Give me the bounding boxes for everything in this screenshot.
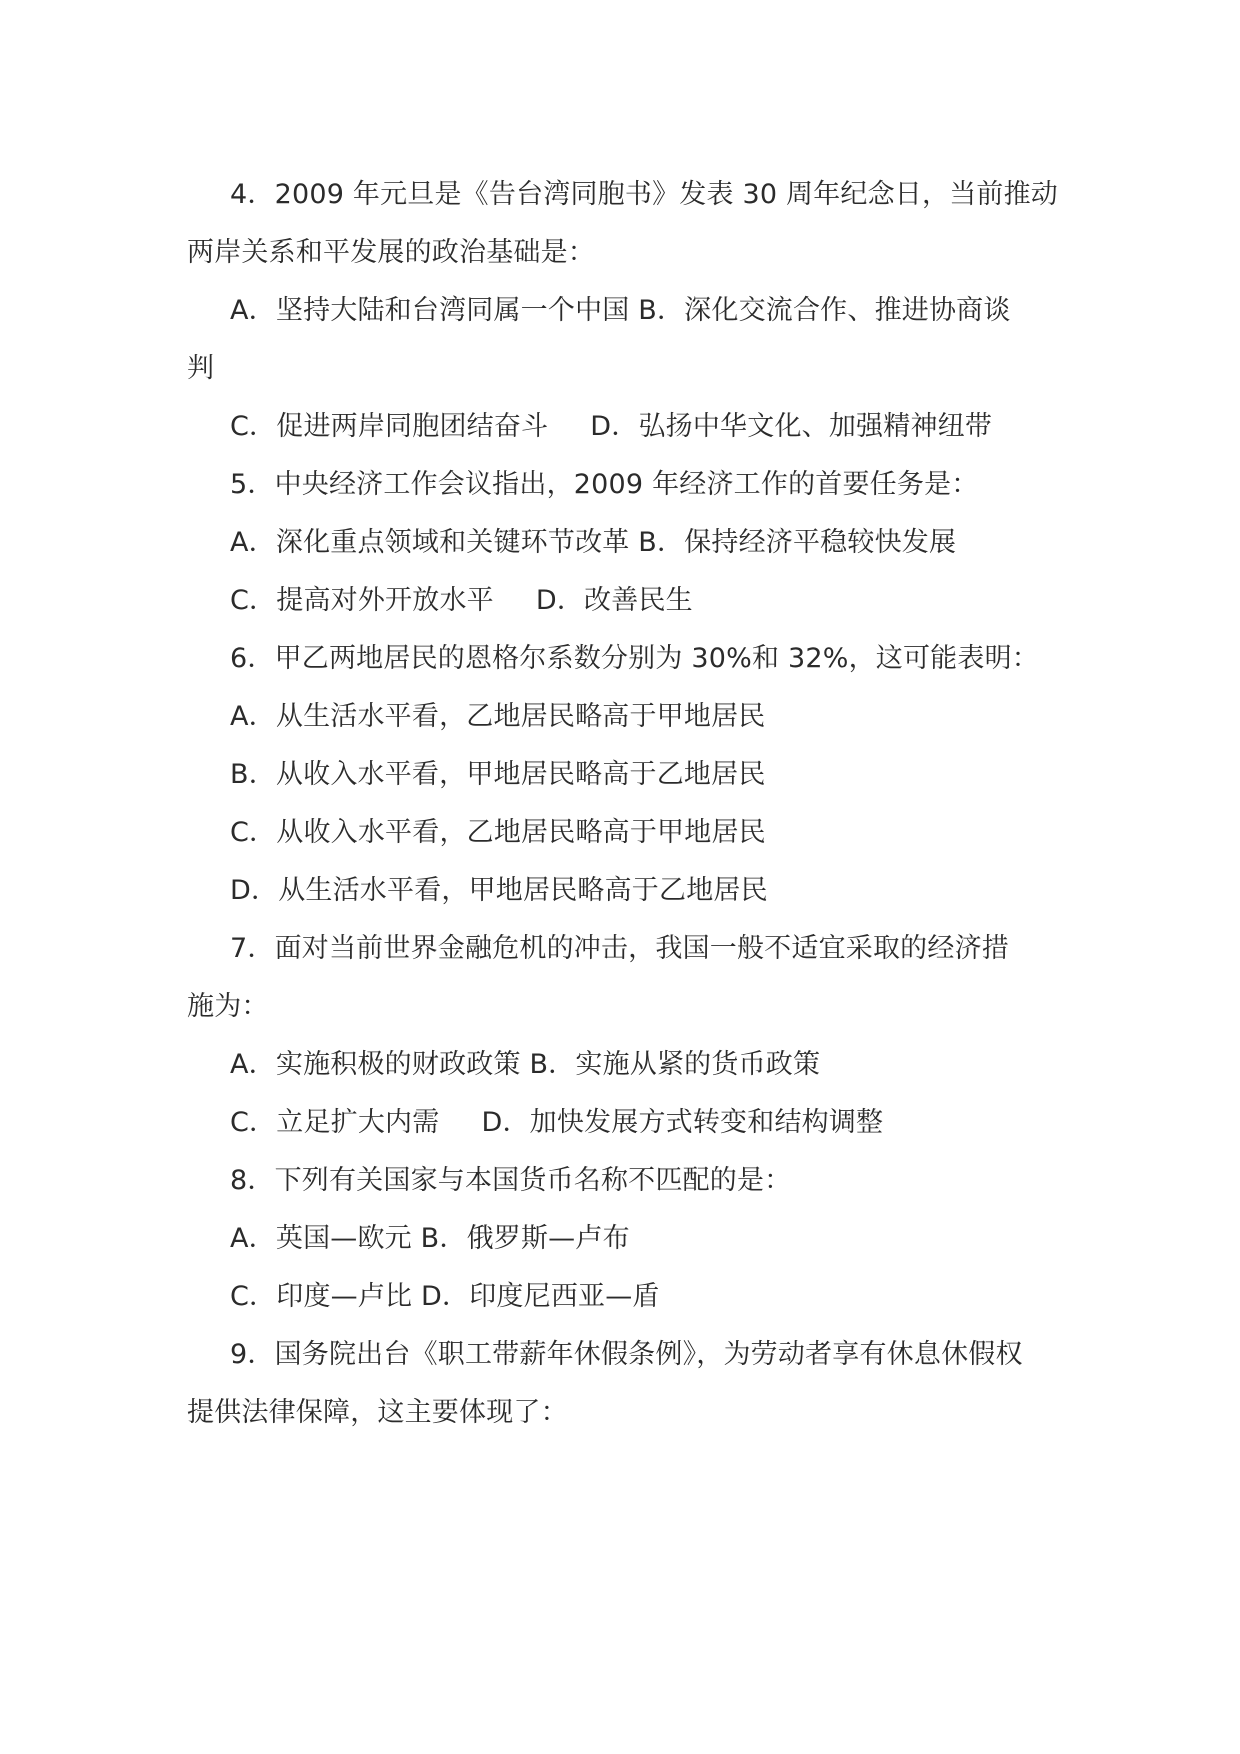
q5-option-d: D．改善民生 <box>535 585 693 616</box>
q5-options-ab: A．深化重点领域和关键环节改革 B．保持经济平稳较快发展 <box>230 527 957 558</box>
q6-option-c: C．从收入水平看，乙地居民略高于甲地居民 <box>230 817 766 848</box>
q8-options-cd: C．印度—卢比 D．印度尼西亚—盾 <box>230 1281 660 1312</box>
q7-stem-line1: 7．面对当前世界金融危机的冲击，我国一般不适宜采取的经济措 <box>230 933 1009 964</box>
q4-options-ab-line2: 判 <box>187 353 215 384</box>
q4-stem-line2: 两岸关系和平发展的政治基础是： <box>187 237 595 268</box>
q4-options-ab-line1: A．坚持大陆和台湾同属一个中国 B．深化交流合作、推进协商谈 <box>230 295 1011 326</box>
q6-option-b: B．从收入水平看，甲地居民略高于乙地居民 <box>230 759 766 790</box>
q5-stem: 5．中央经济工作会议指出，2009 年经济工作的首要任务是： <box>230 469 979 500</box>
q4-option-d: D．弘扬中华文化、加强精神纽带 <box>590 411 993 442</box>
q7-option-d: D．加快发展方式转变和结构调整 <box>481 1107 884 1138</box>
q6-option-a: A．从生活水平看，乙地居民略高于甲地居民 <box>230 701 766 732</box>
q4-stem-line1: 4．2009 年元旦是《告台湾同胞书》发表 30 周年纪念日，当前推动 <box>230 179 1058 210</box>
q5-options-cd <box>230 581 693 621</box>
q8-stem: 8．下列有关国家与本国货币名称不匹配的是： <box>230 1165 792 1196</box>
q7-option-c: C．立足扩大内需 <box>230 1107 440 1138</box>
q5-option-c: C．提高对外开放水平 <box>230 585 494 616</box>
q4-option-c: C．促进两岸同胞团结奋斗 <box>230 411 549 442</box>
q7-options-cd <box>230 1103 883 1143</box>
q6-option-d: D．从生活水平看，甲地居民略高于乙地居民 <box>230 875 768 906</box>
q7-stem-line2: 施为： <box>187 991 269 1022</box>
q8-options-ab: A．英国—欧元 B．俄罗斯—卢布 <box>230 1223 630 1254</box>
q6-stem: 6．甲乙两地居民的恩格尔系数分别为 30%和 32%，这可能表明： <box>230 643 1039 674</box>
q7-options-ab: A．实施积极的财政政策 B．实施从紧的货币政策 <box>230 1049 821 1080</box>
q9-stem-line2: 提供法律保障，这主要体现了： <box>187 1397 568 1428</box>
q9-stem-line1: 9．国务院出台《职工带薪年休假条例》，为劳动者享有休息休假权 <box>230 1339 1023 1370</box>
q4-options-cd <box>230 407 992 447</box>
